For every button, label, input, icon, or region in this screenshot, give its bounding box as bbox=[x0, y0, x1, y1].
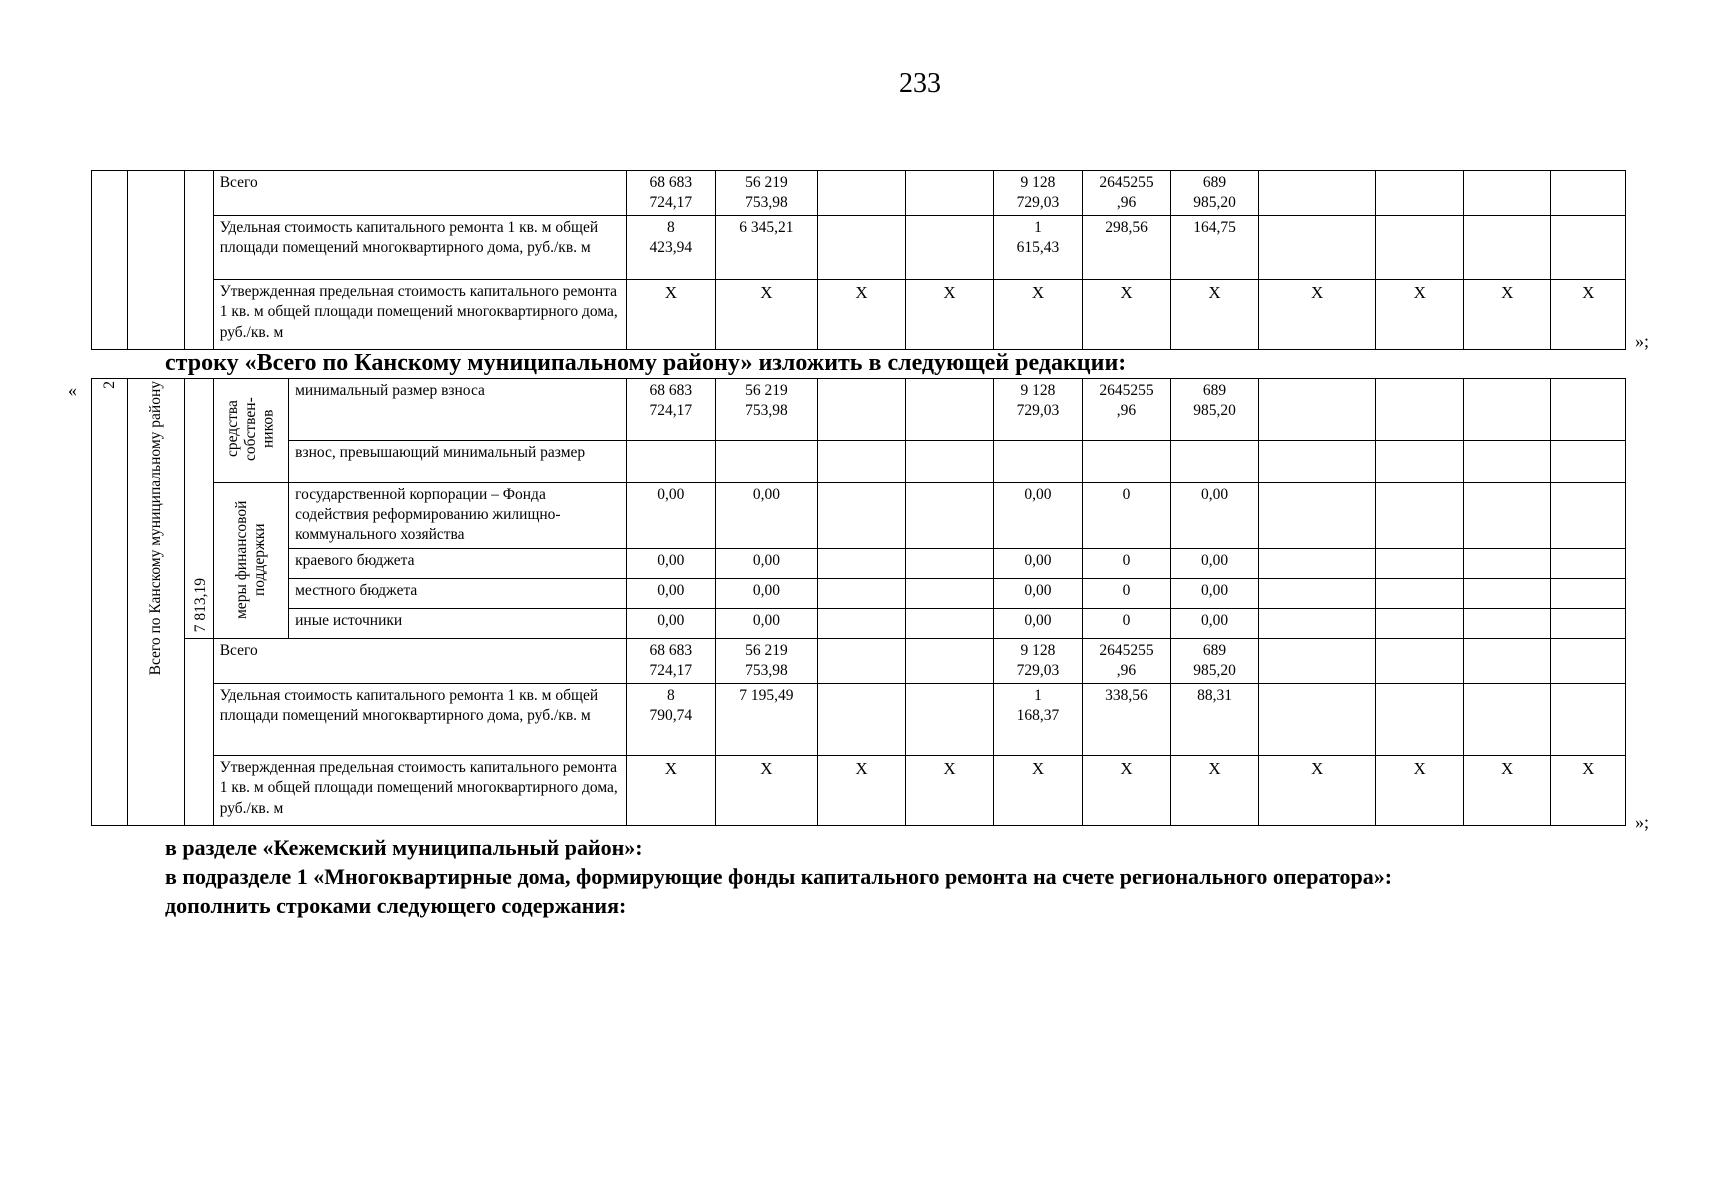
blank-cell-area bbox=[184, 639, 213, 826]
value-cell bbox=[1258, 579, 1376, 609]
close-quote-2: »; bbox=[1635, 812, 1650, 832]
value-cell: 298,56 bbox=[1082, 216, 1171, 280]
value-cell: 8 423,94 bbox=[627, 216, 716, 280]
value-cell bbox=[905, 216, 994, 280]
value-cell: 0,00 bbox=[715, 549, 818, 579]
value-cell: 0,00 bbox=[715, 483, 818, 549]
value-cell bbox=[1463, 684, 1551, 756]
value-cell: 1 615,43 bbox=[994, 216, 1083, 280]
value-cell: 0,00 bbox=[994, 579, 1083, 609]
value-cell: 0 bbox=[1082, 609, 1171, 639]
value-cell: X bbox=[905, 280, 994, 350]
value-cell: 0,00 bbox=[715, 579, 818, 609]
close-quote-1: »; bbox=[1635, 331, 1650, 351]
row-label: государственной корпорации – Фонда содействия реформированию жилищно-коммунального хозяйства bbox=[289, 483, 627, 549]
value-cell bbox=[1463, 171, 1551, 216]
table-kansky-total bbox=[91, 378, 1626, 826]
blank-cell-area bbox=[184, 171, 213, 350]
value-cell: 56 219 753,98 bbox=[715, 171, 818, 216]
value-cell bbox=[905, 171, 994, 216]
value-cell: X bbox=[905, 756, 994, 826]
value-cell bbox=[1258, 549, 1376, 579]
value-cell: 68 683 724,17 bbox=[627, 379, 716, 441]
value-cell bbox=[1376, 441, 1464, 483]
area-value-text: 7 813,19 bbox=[191, 577, 209, 632]
table-row bbox=[92, 639, 1626, 684]
value-cell bbox=[1258, 483, 1376, 549]
value-cell: 0 bbox=[1082, 579, 1171, 609]
value-cell bbox=[1258, 379, 1376, 441]
value-cell bbox=[905, 579, 994, 609]
value-cell: X bbox=[994, 280, 1083, 350]
value-cell bbox=[818, 684, 906, 756]
value-cell bbox=[818, 609, 906, 639]
table-row bbox=[92, 441, 1626, 483]
value-cell: 338,56 bbox=[1082, 684, 1171, 756]
value-cell bbox=[1463, 216, 1551, 280]
value-cell bbox=[1463, 379, 1551, 441]
value-cell bbox=[1551, 379, 1626, 441]
row-number bbox=[92, 379, 128, 826]
row-label: Всего bbox=[213, 639, 626, 684]
value-cell: X bbox=[1171, 280, 1259, 350]
value-cell bbox=[1258, 639, 1376, 684]
blank-cell-name bbox=[128, 171, 184, 350]
value-cell: 68 683 724,17 bbox=[627, 171, 716, 216]
value-cell: 689 985,20 bbox=[1171, 379, 1259, 441]
value-cell: X bbox=[627, 280, 716, 350]
table-row bbox=[92, 684, 1626, 756]
value-cell bbox=[1551, 609, 1626, 639]
paragraph-subsection: в подразделе 1 «Многоквартирные дома, формирующие фонды капитального ремонта на счете регионального оператора»: bbox=[165, 864, 1393, 889]
table-row bbox=[92, 756, 1626, 826]
value-cell bbox=[1463, 483, 1551, 549]
value-cell: X bbox=[1258, 756, 1376, 826]
value-cell bbox=[905, 609, 994, 639]
value-cell bbox=[1463, 441, 1551, 483]
row-label: минимальный размер взноса bbox=[289, 379, 627, 441]
group-support bbox=[213, 483, 288, 639]
value-cell: X bbox=[1551, 756, 1626, 826]
table-row bbox=[92, 579, 1626, 609]
value-cell bbox=[1376, 549, 1464, 579]
value-cell: 9 128 729,03 bbox=[994, 171, 1083, 216]
value-cell: 689 985,20 bbox=[1171, 639, 1259, 684]
value-cell bbox=[1376, 379, 1464, 441]
value-cell: 2645255 ,96 bbox=[1082, 639, 1171, 684]
value-cell bbox=[905, 684, 994, 756]
value-cell: 0,00 bbox=[627, 609, 716, 639]
value-cell: 0,00 bbox=[1171, 549, 1259, 579]
value-cell: X bbox=[1258, 280, 1376, 350]
row-label: Утвержденная предельная стоимость капитального ремонта 1 кв. м общей площади помещений многоквартирного дома, руб./кв. м bbox=[213, 280, 626, 350]
value-cell bbox=[1171, 441, 1259, 483]
row-label: взнос, превышающий минимальный размер bbox=[289, 441, 627, 483]
value-cell bbox=[1376, 639, 1464, 684]
value-cell: 7 195,49 bbox=[715, 684, 818, 756]
table-row bbox=[92, 379, 1626, 441]
group-support-text: меры финансовой поддержки bbox=[233, 500, 268, 620]
value-cell bbox=[818, 441, 906, 483]
value-cell: X bbox=[818, 280, 906, 350]
value-cell bbox=[1463, 579, 1551, 609]
value-cell bbox=[818, 379, 906, 441]
value-cell: 0,00 bbox=[994, 549, 1083, 579]
value-cell bbox=[715, 441, 818, 483]
value-cell bbox=[1082, 441, 1171, 483]
table-row bbox=[92, 216, 1626, 280]
paragraph-append: дополнить строками следующего содержания: bbox=[165, 893, 627, 918]
value-cell: 0,00 bbox=[1171, 579, 1259, 609]
value-cell: 0 bbox=[1082, 549, 1171, 579]
value-cell bbox=[905, 441, 994, 483]
value-cell: 689 985,20 bbox=[1171, 171, 1259, 216]
value-cell: X bbox=[994, 756, 1083, 826]
value-cell: X bbox=[1171, 756, 1259, 826]
value-cell: X bbox=[818, 756, 906, 826]
value-cell bbox=[1551, 684, 1626, 756]
value-cell: 0,00 bbox=[627, 579, 716, 609]
value-cell bbox=[994, 441, 1083, 483]
value-cell bbox=[1551, 549, 1626, 579]
value-cell: 0,00 bbox=[715, 609, 818, 639]
value-cell bbox=[1463, 549, 1551, 579]
blank-cell-num bbox=[92, 171, 128, 350]
value-cell bbox=[1376, 216, 1464, 280]
value-cell: 0,00 bbox=[1171, 609, 1259, 639]
value-cell: X bbox=[1082, 280, 1171, 350]
district-name-text: Всего по Канскому муниципальному району bbox=[146, 381, 164, 676]
value-cell bbox=[905, 549, 994, 579]
value-cell: 0,00 bbox=[994, 483, 1083, 549]
table-row bbox=[92, 280, 1626, 350]
value-cell: 8 790,74 bbox=[627, 684, 716, 756]
value-cell: 9 128 729,03 bbox=[994, 379, 1083, 441]
value-cell: X bbox=[1551, 280, 1626, 350]
page-number: 233 bbox=[899, 68, 941, 99]
value-cell bbox=[1551, 216, 1626, 280]
value-cell bbox=[818, 216, 906, 280]
value-cell: 2645255 ,96 bbox=[1082, 379, 1171, 441]
value-cell: 2645255 ,96 bbox=[1082, 171, 1171, 216]
value-cell bbox=[905, 379, 994, 441]
group-owners-text: средства собствен-ников bbox=[224, 397, 277, 461]
value-cell bbox=[1551, 441, 1626, 483]
value-cell: 56 219 753,98 bbox=[715, 639, 818, 684]
value-cell bbox=[1258, 441, 1376, 483]
table-continuation bbox=[91, 170, 1626, 350]
district-name bbox=[128, 379, 184, 826]
table-row bbox=[92, 609, 1626, 639]
value-cell: 0,00 bbox=[994, 609, 1083, 639]
value-cell bbox=[818, 579, 906, 609]
value-cell: X bbox=[1082, 756, 1171, 826]
value-cell bbox=[1258, 216, 1376, 280]
value-cell bbox=[818, 549, 906, 579]
value-cell bbox=[1463, 639, 1551, 684]
instruction-text: строку «Всего по Канскому муниципальному району» изложить в следующей редакции: bbox=[165, 350, 1127, 376]
value-cell bbox=[1258, 609, 1376, 639]
value-cell: 68 683 724,17 bbox=[627, 639, 716, 684]
open-quote-2: « bbox=[68, 380, 77, 400]
table-row bbox=[92, 171, 1626, 216]
value-cell bbox=[1551, 171, 1626, 216]
row-label: иные источники bbox=[289, 609, 627, 639]
value-cell bbox=[1463, 609, 1551, 639]
value-cell: 1 168,37 bbox=[994, 684, 1083, 756]
value-cell bbox=[1376, 483, 1464, 549]
value-cell: X bbox=[1463, 756, 1551, 826]
value-cell bbox=[818, 483, 906, 549]
value-cell: 9 128 729,03 bbox=[994, 639, 1083, 684]
group-owners bbox=[213, 379, 288, 483]
value-cell: X bbox=[715, 280, 818, 350]
value-cell bbox=[905, 639, 994, 684]
value-cell: X bbox=[1463, 280, 1551, 350]
area-value bbox=[184, 379, 213, 639]
row-label: Удельная стоимость капитального ремонта 1 кв. м общей площади помещений многоквартирного дома, руб./кв. м bbox=[213, 684, 626, 756]
value-cell: 0,00 bbox=[627, 549, 716, 579]
value-cell bbox=[1376, 171, 1464, 216]
table-row bbox=[92, 483, 1626, 549]
value-cell: 0,00 bbox=[1171, 483, 1259, 549]
row-number-text: 2 bbox=[100, 381, 118, 389]
value-cell: X bbox=[715, 756, 818, 826]
value-cell: 6 345,21 bbox=[715, 216, 818, 280]
row-label: Утвержденная предельная стоимость капитального ремонта 1 кв. м общей площади помещений многоквартирного дома, руб./кв. м bbox=[213, 756, 626, 826]
value-cell bbox=[1551, 639, 1626, 684]
value-cell: 0,00 bbox=[627, 483, 716, 549]
value-cell: X bbox=[627, 756, 716, 826]
value-cell: 88,31 bbox=[1171, 684, 1259, 756]
value-cell bbox=[1376, 579, 1464, 609]
value-cell bbox=[818, 639, 906, 684]
value-cell: X bbox=[1376, 280, 1464, 350]
row-label: местного бюджета bbox=[289, 579, 627, 609]
value-cell: 56 219 753,98 bbox=[715, 379, 818, 441]
value-cell bbox=[1551, 579, 1626, 609]
value-cell bbox=[1376, 684, 1464, 756]
row-label: Удельная стоимость капитального ремонта 1 кв. м общей площади помещений многоквартирного дома, руб./кв. м bbox=[213, 216, 626, 280]
row-label: краевого бюджета bbox=[289, 549, 627, 579]
value-cell bbox=[627, 441, 716, 483]
row-label: Всего bbox=[213, 171, 626, 216]
value-cell bbox=[1258, 171, 1376, 216]
value-cell bbox=[818, 171, 906, 216]
value-cell bbox=[1258, 684, 1376, 756]
value-cell bbox=[1551, 483, 1626, 549]
value-cell bbox=[1376, 609, 1464, 639]
value-cell bbox=[905, 483, 994, 549]
paragraph-section: в разделе «Кежемский муниципальный район»: bbox=[165, 835, 643, 860]
table-row bbox=[92, 549, 1626, 579]
value-cell: 164,75 bbox=[1171, 216, 1259, 280]
value-cell: X bbox=[1376, 756, 1464, 826]
value-cell: 0 bbox=[1082, 483, 1171, 549]
